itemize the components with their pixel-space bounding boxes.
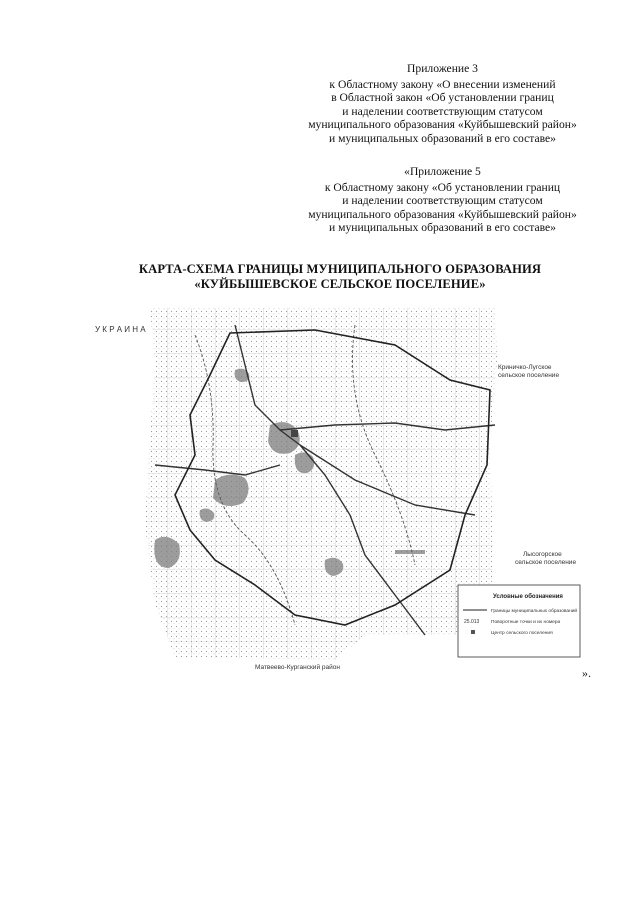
legend-border-label: Границы муниципальных образований [491,609,578,614]
appendix-3-line: и наделении соответствующим статусом [342,104,543,118]
appendix-3-heading: Приложение 3 [407,62,478,75]
map-legend [458,585,580,657]
appendix-3-line: и муниципальных образований в его составе» [329,131,556,145]
legend-points-label: Поворотные точки и их номера [491,620,561,625]
label-ukraine: У К Р А И Н А [95,325,146,334]
appendix-5-heading: «Приложение 5 [404,165,481,178]
appendix-5-line: к Областному закону «Об установлении границ [324,180,561,194]
appendix-5-line: и наделении соответствующим статусом [342,194,543,208]
title-line-1: КАРТА-СХЕМА ГРАНИЦЫ МУНИЦИПАЛЬНОГО ОБРАЗОВАНИЯ [138,262,542,276]
closing-quote: ». [582,666,591,680]
legend-point-code: 25.013 [464,619,480,625]
appendix-3-line: к Областному закону «О внесении изменений [329,77,556,91]
appendix-3-line: в Областной закон «Об установлении границ [331,91,554,105]
label-krinichno: Криничко-Лугское [498,364,552,371]
appendix-5-line: и муниципальных образований в его составе» [329,221,556,235]
map-grid [145,308,497,660]
title-line-2: «КУЙБЫШЕВСКОЕ СЕЛЬСКОЕ ПОСЕЛЕНИЕ» [194,277,486,291]
appendix-5-header [280,165,605,235]
legend-center-label: Центр сельского поселения [491,631,553,636]
appendix-3-line: муниципального образования «Куйбышевский район» [308,118,577,132]
boundary-map [95,305,585,675]
legend-title: Условные обозначения [493,594,563,600]
legend-center-swatch [471,630,475,634]
appendix-3-header [280,62,605,146]
label-lysogorskoe: Лысогорское [523,551,562,558]
label-matveevo: Матвеево-Курганский район [255,664,340,671]
label-lysogorskoe-2: сельское поселение [515,559,577,566]
center-marker [291,430,298,437]
map-svg [95,305,585,675]
appendix-5-line: муниципального образования «Куйбышевский район» [308,207,577,221]
label-krinichno-2: сельское поселение [498,372,560,379]
document-title [60,262,620,292]
